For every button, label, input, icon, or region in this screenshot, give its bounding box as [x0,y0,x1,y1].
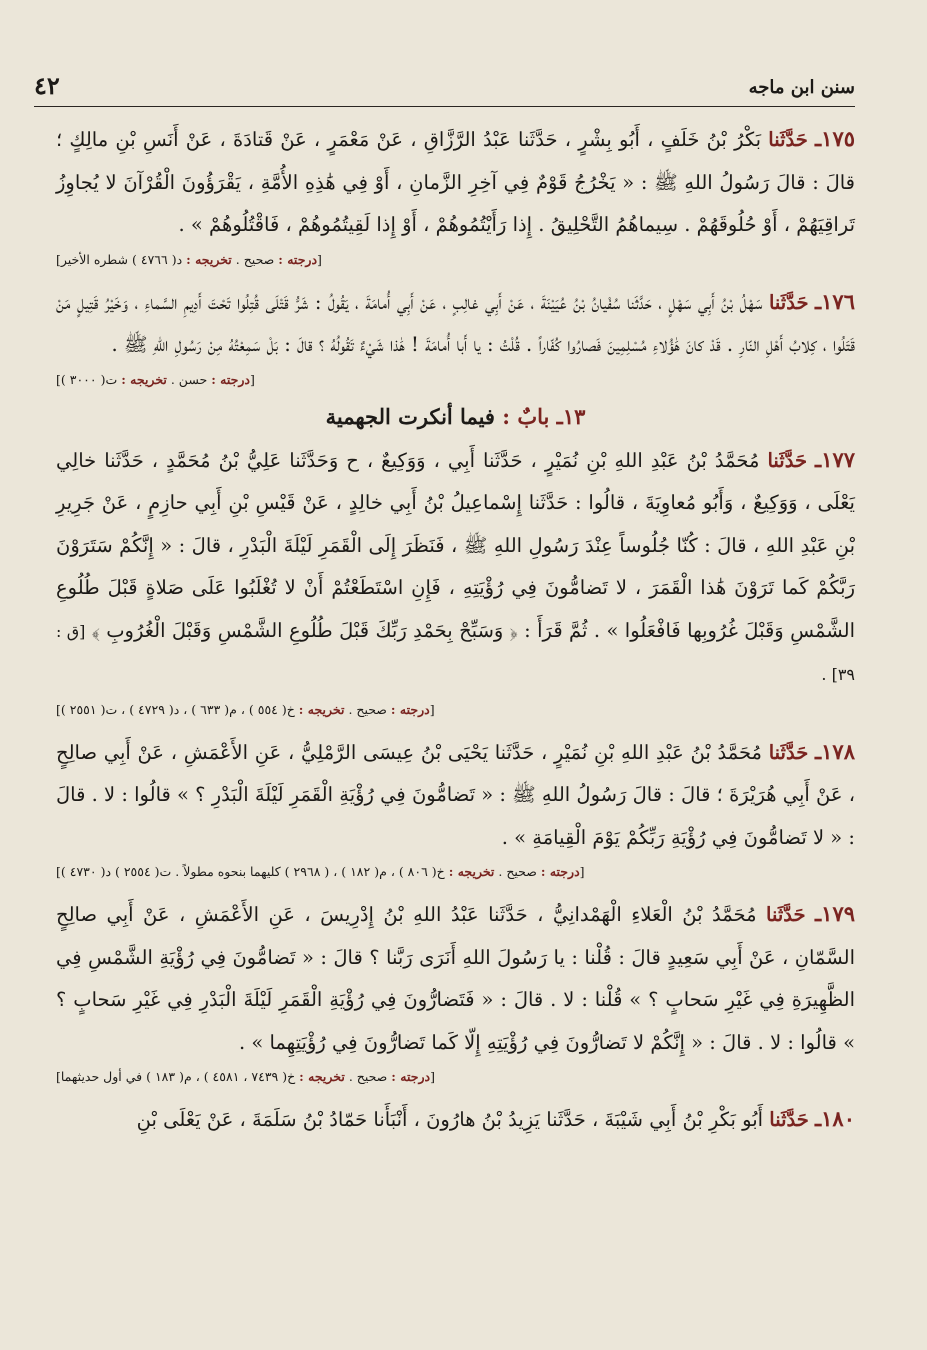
hadith-text [56,118,855,247]
hadith-177 [56,439,855,721]
hadith-number: ١٧٨ـ [815,738,855,764]
hadith-text [56,893,855,1064]
takhrij-label: تخريجه : [298,701,345,717]
grade-value: صحيح . [348,701,387,717]
hadith-body: مُحَمَّدُ بْنُ الْعَلاءِ الْهَمْدانِيُّ ، حَدَّثَنا عَبْدُ اللهِ بْنُ إِدْرِيسَ ، عَنِ الأَعْمَشِ ، عَنْ أَبِي صالِحٍ السَّمّانِ ، عَنْ أَبِي سَعِيدٍ قالَ : قُلْنا : يا رَسُولَ اللهِ أَنَرَى رَبَّنا ؟ قالَ : « تَضامُّونَ فِي رُؤْيَةِ الشَّمْسِ فِي الظَّهِيرَةِ فِي غَيْرِ سَحابٍ ؟ » قُلْنا : لا . قالَ : « فَتَضارُّونَ فِي رُؤْيَةِ الْقَمَرِ لَيْلَةَ الْبَدْرِ فِي غَيْرِ سَحابٍ ؟ » قالُوا : لا . قالَ : « إِنَّكُمْ لا تَضارُّونَ فِي رُؤْيَتِهِ إِلّا كَما تَضارُّونَ فِي رُؤْيَتِهِما » . [56,903,855,1054]
hadith-number: ١٧٦ـ [815,288,855,314]
hadith-body: أَبُو بَكْرِ بْنُ أَبِي شَيْبَةَ ، حَدَّثَنا يَزِيدُ بْنُ هارُونَ ، أَنْبَأَنا حَمّادُ بْنُ سَلَمَةَ ، عَنْ يَعْلَى بْنِ [136,1108,764,1131]
grade-label: درجته : [211,371,250,387]
page-header [34,66,855,107]
takhrij-value: خ( ٧٤٣٩ ، ٤٥٨١ ) ، م( ١٨٣ ) في أول حديثهما] [56,1069,296,1084]
takhrij-label: تخريجه : [121,371,167,387]
chapter-title: فيما أنكرت الجهمية [325,403,495,429]
hadith-180 [56,1098,855,1142]
takhrij-value: ت( ٣٠٠٠ )] [56,371,118,387]
quran-reference: [ق : ٣٩] . [56,621,855,684]
chapter-number: ١٣ـ بابٌ : [502,403,586,429]
grade-label: درجته : [278,251,318,267]
haddathana-keyword: حَدَّثَنا [768,128,808,151]
takhrij-label: تخريجه : [448,864,495,879]
hadith-175 [56,118,855,271]
hadith-number: ١٧٧ـ [815,446,856,472]
haddathana-keyword: حَدَّثَنا [769,1108,809,1131]
hadith-176 [56,281,855,391]
haddathana-keyword: حَدَّثَنا [766,903,806,926]
grade-value: صحيح . [235,251,275,267]
hadith-text [56,281,855,367]
haddathana-keyword: حَدَّثَنا [767,448,807,472]
grade-line: [درجته : صحيح . تخريجه : د( ٤٧٦٦ ) شطره الأخير] [56,251,322,267]
page-number: ٤٢ [34,71,60,100]
takhrij-label: تخريجه : [299,1069,345,1084]
hadith-number: ١٨٠ـ [815,1106,855,1131]
grade-label: درجته : [391,1069,431,1084]
grade-line: [درجته : صحيح . تخريجه : خ( ٧٤٣٩ ، ٤٥٨١ ) ، م( ١٨٣ ) في أول حديثهما] [56,1069,435,1084]
haddathana-keyword: حَدَّثَنا [768,290,809,314]
takhrij-value: خ( ٥٥٤ ) ، م( ٦٣٣ ) ، د( ٤٧٢٩ ) ، ت( ٢٥٥١ )] [56,701,295,717]
grade-value: صحيح . [498,864,537,879]
grade-line: [درجته : صحيح . تخريجه : خ( ٨٠٦ ) ، م( ١٨٢ ) ، ( ٢٩٦٨ ) كليهما بنحوه مطولاً . ت( ٢٥٥٤ ) د( ٤٧٣٠ )] [56,864,585,879]
hadith-179 [56,893,855,1088]
grade-label: درجته : [390,701,430,717]
grade-label: درجته : [540,864,580,879]
hadith-178 [56,731,855,884]
book-title: سنن ابن ماجه [748,77,855,98]
hadith-body: مُحَمَّدُ بْنُ عَبْدِ اللهِ بْنِ نُمَيْرٍ ، حَدَّثَنا أَبِي ، وَوَكِيعٌ ، ح وَحَدَّثَنا عَلِيُّ بْنُ مُحَمَّدٍ ، حَدَّثَنا خالِي يَعْلَى ، وَوَكِيعٌ ، وَأَبُو مُعاوِيَةَ ، قالُوا : حَدَّثَنا إِسْماعِيلُ بْنُ أَبِي خالِدٍ ، عَنْ قَيْسِ بْنِ أَبِي حازِمٍ ، عَنْ جَرِيرِ بْنِ عَبْدِ اللهِ ، قالَ : كُنّا جُلُوساً عِنْدَ رَسُولِ اللهِ ﷺ ، فَنَظَرَ إِلَى الْقَمَرِ لَيْلَةَ الْبَدْرِ ، قالَ : « إِنَّكُمْ سَتَرَوْنَ رَبَّكُمْ كَما تَرَوْنَ هَٰذا الْقَمَرَ ، لا تَضامُّونَ فِي رُؤْيَتِهِ ، فَإِنِ اسْتَطَعْتُمْ أَنْ لا تُغْلَبُوا عَلَى صَلاةٍ قَبْلَ طُلُوعِ الشَّمْسِ وَقَبْلَ غُرُوبِها فَافْعَلُوا » . ثُمَّ قَرَأَ : ﴿ وَسَبِّحْ بِحَمْدِ رَبِّكَ قَبْلَ طُلُوعِ الشَّمْسِ وَقَبْلَ الْغُرُوبِ ﴾ [56,448,855,642]
hadith-text [56,1098,855,1142]
hadith-number: ١٧٥ـ [815,126,856,151]
takhrij-value: د( ٤٧٦٦ ) شطره الأخير] [56,251,183,267]
haddathana-keyword: حَدَّثَنا [768,740,809,764]
takhrij-label: تخريجه : [186,251,232,267]
grade-value: حسن . [170,371,208,387]
hadith-body: بَكْرُ بْنُ خَلَفٍ ، أَبُو بِشْرٍ ، حَدَّثَنا عَبْدُ الرَّزَّاقِ ، عَنْ مَعْمَرٍ ، عَنْ قَتادَةَ ، عَنْ أَنَسِ بْنِ مالِكٍ ؛ قالَ : قالَ رَسُولُ اللهِ ﷺ : « يَخْرُجُ قَوْمٌ فِي آخِرِ الزَّمانِ ، أَوْ فِي هَٰذِهِ الأُمَّةِ ، يَقْرَؤُونَ الْقُرْآنَ لا يُجاوِزُ تَراقِيَهُمْ ، أَوْ حُلُوقَهُمْ . سِيماهُمُ التَّحْلِيقُ . إِذا رَأَيْتُمُوهُمْ ، أَوْ إِذا لَقِيتُمُوهُمْ ، فَاقْتُلُوهُمْ » . [56,128,855,236]
hadith-number: ١٧٩ـ [815,901,856,926]
takhrij-value: خ( ٨٠٦ ) ، م( ١٨٢ ) ، ( ٢٩٦٨ ) كليهما بنحوه مطولاً . ت( ٢٥٥٤ ) د( ٤٧٣٠ )] [56,864,445,879]
hadith-body: مُحَمَّدُ بْنُ عَبْدِ اللهِ بْنِ نُمَيْرٍ ، حَدَّثَنا يَحْيَى بْنُ عِيسَى الرَّمْلِيُّ ، عَنِ الأَعْمَشِ ، عَنْ أَبِي صالِحٍ ، عَنْ أَبِي هُرَيْرَةَ ؛ قالَ : قالَ رَسُولُ اللهِ ﷺ : « تَضامُّونَ فِي رُؤْيَةِ الْقَمَرِ لَيْلَةَ الْبَدْرِ ؟ » قالُوا : لا . قالَ : « لا تَضامُّونَ فِي رُؤْيَةِ رَبِّكُمْ يَوْمَ الْقِيامَةِ » . [56,740,855,849]
grade-line: [درجته : صحيح . تخريجه : خ( ٥٥٤ ) ، م( ٦٣٣ ) ، د( ٤٧٢٩ ) ، ت( ٢٥٥١ )] [56,701,435,717]
grade-value: صحيح . [348,1069,388,1084]
grade-line: [درجته : حسن . تخريجه : ت( ٣٠٠٠ )] [56,371,255,387]
chapter-heading [56,401,855,433]
hadith-body: سَهْلُ بْنُ أَبِي سَهْلٍ ، حَدَّثَنا سُفْيانُ بْنُ عُيَيْنَةَ ، عَنْ أَبِي غالِبٍ ، عَنْ أَبِي أُمامَةَ ، يَقُولُ : شَرُّ قَتْلَى قُتِلُوا تَحْتَ أَدِيمِ السَّماءِ ، وَخَيْرُ قَتِيلٍ مَنْ قَتَلُوا ، كِلابُ أَهْلِ النّارِ . قَدْ كانَ هَٰؤُلاءِ مُسْلِمِينَ فَصارُوا كُفّاراً . قُلْتُ : يا أَبا أُمامَةَ ! هَٰذا شَيْءٌ تَقُولُهُ ؟ قالَ : بَلْ سَمِعْتُهُ مِنْ رَسُولِ اللهِ ﷺ . [56,290,855,356]
hadith-text [56,439,855,697]
page-content [56,118,855,1330]
hadith-text [56,731,855,860]
